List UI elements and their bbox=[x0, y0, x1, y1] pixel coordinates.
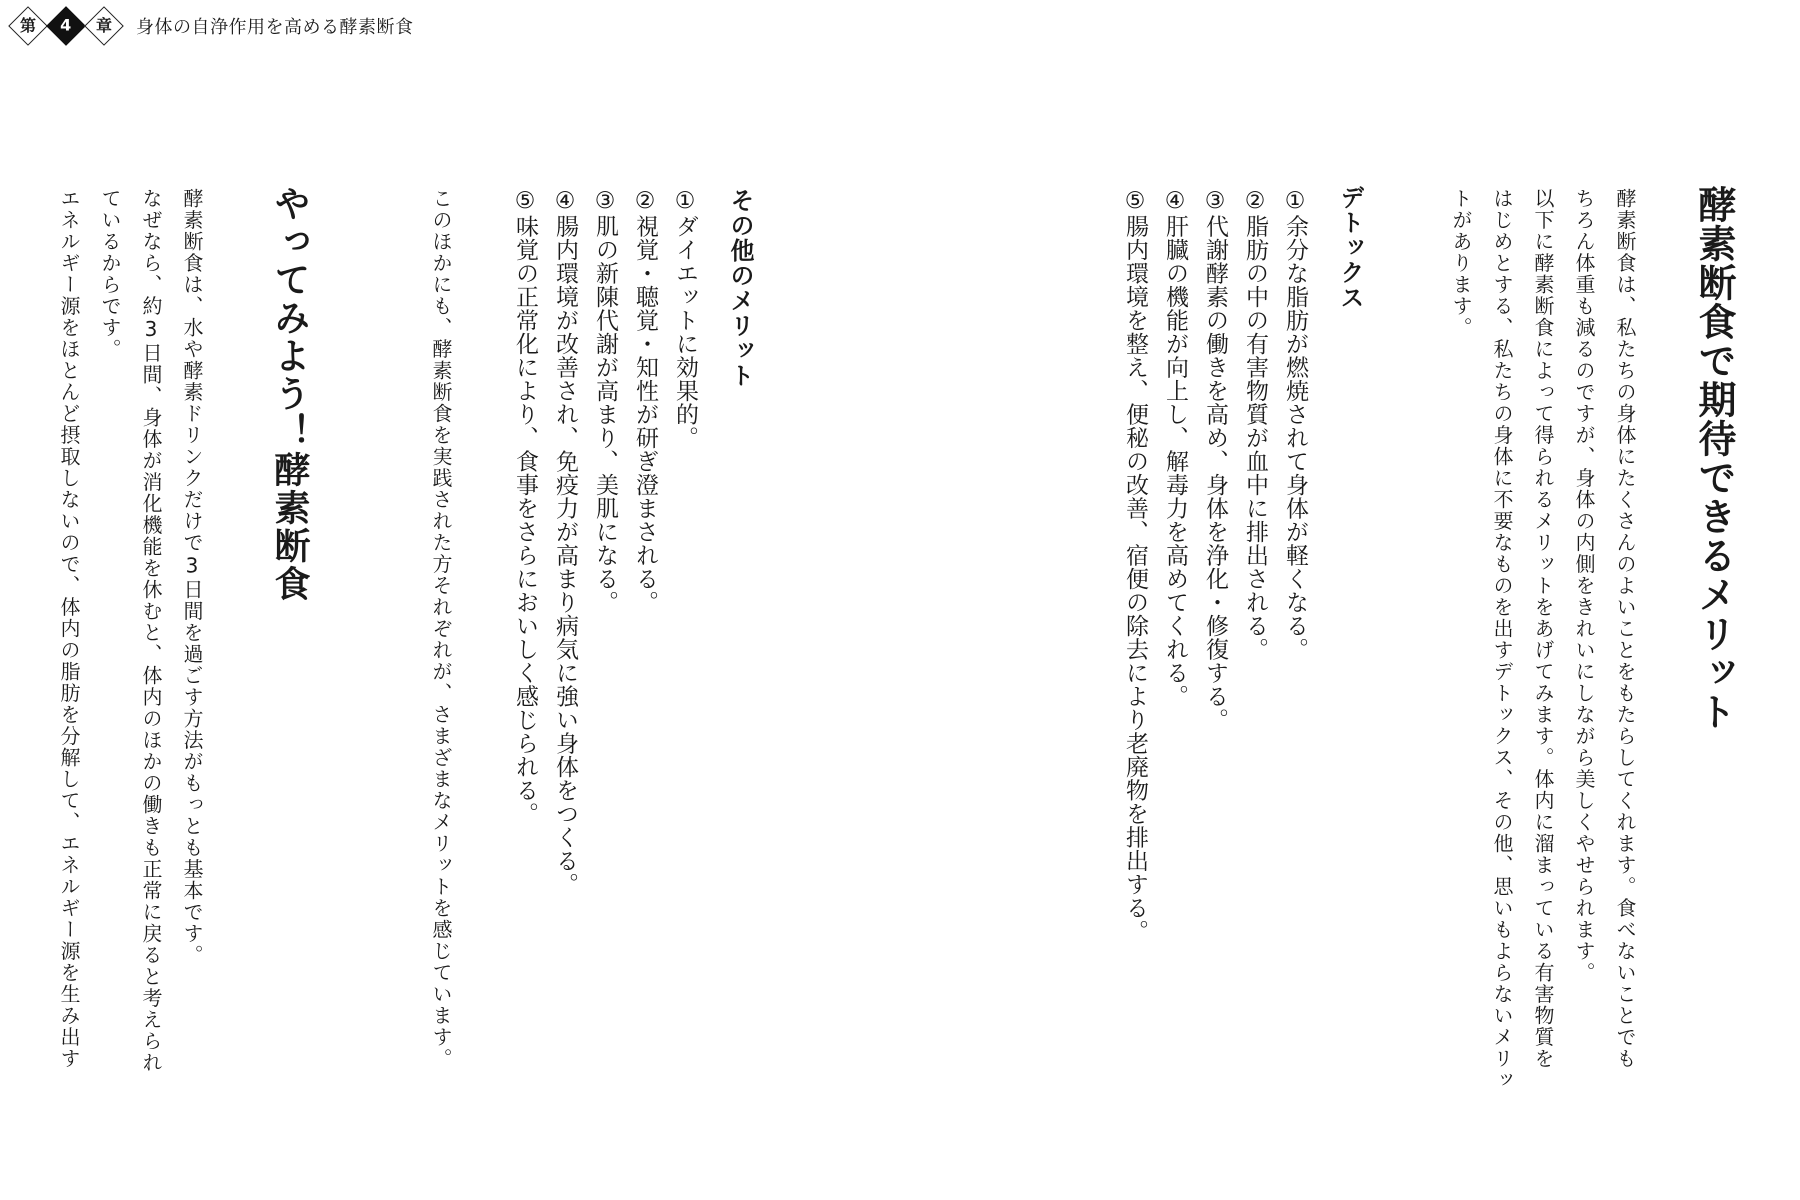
list-item: ②脂肪の中の有害物質が血中に排出される。 bbox=[1242, 188, 1268, 661]
chapter-number-diamond bbox=[46, 6, 86, 46]
list-item: ②視覚・聴覚・知性が研ぎ澄まされる。 bbox=[632, 188, 658, 614]
list-item: ①ダイエットに効果的。 bbox=[672, 188, 698, 450]
intro-line: トがあります。 bbox=[1449, 188, 1473, 339]
chapter-suffix: 章 bbox=[95, 15, 113, 35]
intro-line: はじめとする、私たちの身体に不要なものを出すデトックス、その他、思いもよらないメリッ bbox=[1490, 188, 1514, 1091]
try-line: なぜなら、約3日間、身体が消化機能を休むと、体内のほかの働きも正常に戻ると考えられ bbox=[139, 188, 163, 1074]
chapter-prefix-diamond bbox=[8, 6, 48, 46]
chapter-title: 身体の自浄作用を高める酵素断食 bbox=[136, 17, 414, 38]
list-item: ①余分な脂肪が燃焼されて身体が軽くなる。 bbox=[1282, 188, 1308, 661]
other-merits-list bbox=[505, 188, 705, 896]
intro-line: 以下に酵素断食によって得られるメリットをあげてみます。体内に溜まっている有害物質を bbox=[1531, 188, 1555, 1070]
try-line: ているからです。 bbox=[98, 188, 122, 360]
try-line: 酵素断食は、水や酵素ドリンクだけで3日間を過ごす方法がもっとも基本です。 bbox=[180, 188, 204, 966]
detox-heading: デトックス bbox=[1336, 185, 1364, 310]
list-item: ⑤味覚の正常化により、食事をさらにおいしく感じられる。 bbox=[512, 188, 538, 826]
chapter-number: 4 bbox=[60, 15, 72, 35]
closing-paragraph bbox=[420, 188, 461, 1070]
list-item: ③肌の新陳代謝が高まり、美肌になる。 bbox=[592, 188, 618, 614]
list-item: ④肝臓の機能が向上し、解毒力を高めてくれる。 bbox=[1162, 188, 1188, 708]
intro-line: ちろん体重も減るのですが、身体の内側をきれいにしながら美しくやせられます。 bbox=[1572, 188, 1596, 984]
running-header bbox=[10, 6, 414, 46]
other-merits-heading: その他のメリット bbox=[726, 188, 754, 388]
chapter-prefix: 第 bbox=[19, 15, 37, 35]
closing-line: このほかにも、酵素断食を実践された方それぞれが、さまざまなメリットを感じています。 bbox=[429, 188, 453, 1070]
section-heading: 酵素断食で期待できるメリット bbox=[1692, 185, 1736, 731]
list-item: ④腸内環境が改善され、免疫力が高まり病気に強い身体をつくる。 bbox=[552, 188, 578, 896]
try-line: エネルギー源をほとんど摂取しないので、体内の脂肪を分解して、エネルギー源を生み出す bbox=[57, 188, 81, 1070]
detox-list bbox=[1115, 188, 1315, 943]
try-it-heading: やってみよう！酵素断食 bbox=[269, 185, 310, 603]
list-item: ⑤腸内環境を整え、便秘の改善、宿便の除去により老廃物を排出する。 bbox=[1122, 188, 1148, 943]
intro-line: 酵素断食は、私たちの身体にたくさんのよいことをもたらしてくれます。食べないことでも bbox=[1613, 188, 1637, 1070]
intro-paragraph bbox=[1440, 188, 1645, 1188]
chapter-suffix-diamond bbox=[84, 6, 124, 46]
try-it-paragraph bbox=[48, 188, 212, 1074]
list-item: ③代謝酵素の働きを高め、身体を浄化・修復する。 bbox=[1202, 188, 1228, 732]
